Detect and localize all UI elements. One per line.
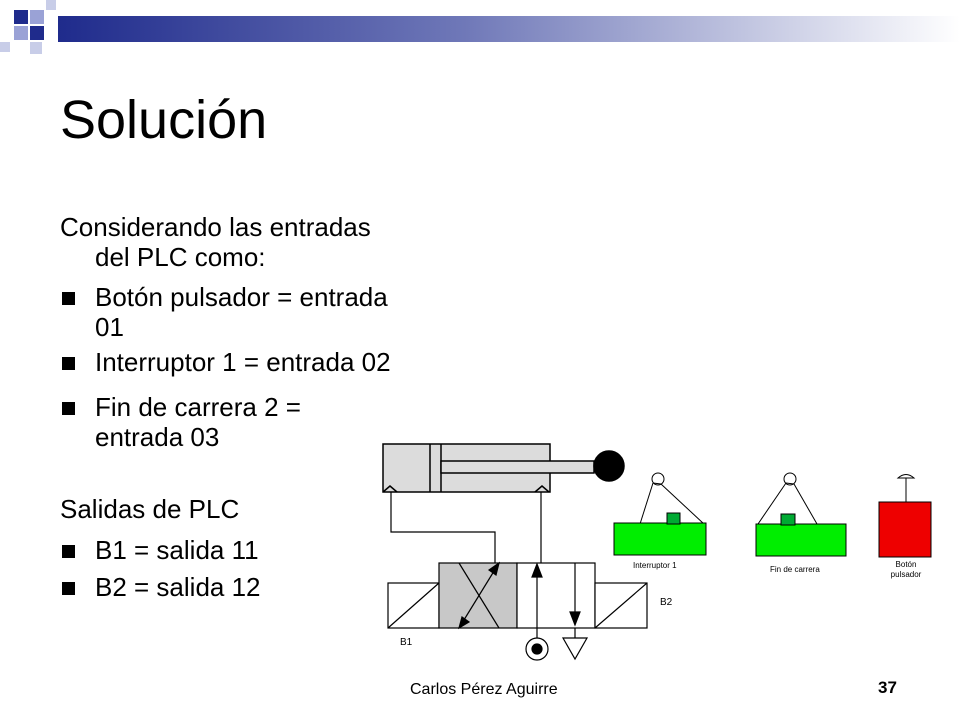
page-number: 37 <box>878 678 897 697</box>
intro-text-line2: del PLC como: <box>95 242 266 272</box>
fin-carrera-label: Fin de carrera <box>770 565 820 574</box>
bullet-marker <box>62 292 75 305</box>
bullet-marker <box>62 402 75 415</box>
limit-switch-icon <box>756 473 846 556</box>
pneumatic-cylinder <box>383 444 624 492</box>
input-item-1-line2: 01 <box>95 312 124 342</box>
intro-text-line1: Considerando las entradas <box>60 212 371 242</box>
input-item-3-line2: entrada 03 <box>95 422 220 452</box>
b1-solenoid-label: B1 <box>400 637 413 648</box>
footer-author: Carlos Pérez Aguirre <box>410 681 558 698</box>
lever-switch-icon <box>614 473 706 555</box>
directional-valve <box>388 563 647 660</box>
boton-label-line1: Botón <box>895 560 917 569</box>
slide-title: Solución <box>60 90 268 150</box>
bullet-marker <box>62 357 75 370</box>
push-button-icon <box>879 475 931 558</box>
input-item-2-line1: Interruptor 1 = entrada 02 <box>95 347 391 377</box>
b2-solenoid-label: B2 <box>660 597 673 608</box>
bullet-marker <box>62 582 75 595</box>
pneumatic-diagram <box>370 435 950 670</box>
bullet-marker <box>62 545 75 558</box>
boton-label-line2: pulsador <box>890 570 922 579</box>
interruptor-label: Interruptor 1 <box>633 561 677 570</box>
air-lines <box>391 492 541 563</box>
outputs-heading: Salidas de PLC <box>60 494 240 524</box>
output-item-2: B2 = salida 12 <box>95 572 261 602</box>
input-item-1-line1: Botón pulsador = entrada <box>95 282 388 312</box>
input-item-3-line1: Fin de carrera 2 = <box>95 392 301 422</box>
output-item-1: B1 = salida 11 <box>95 535 259 565</box>
header-decoration <box>0 0 960 56</box>
